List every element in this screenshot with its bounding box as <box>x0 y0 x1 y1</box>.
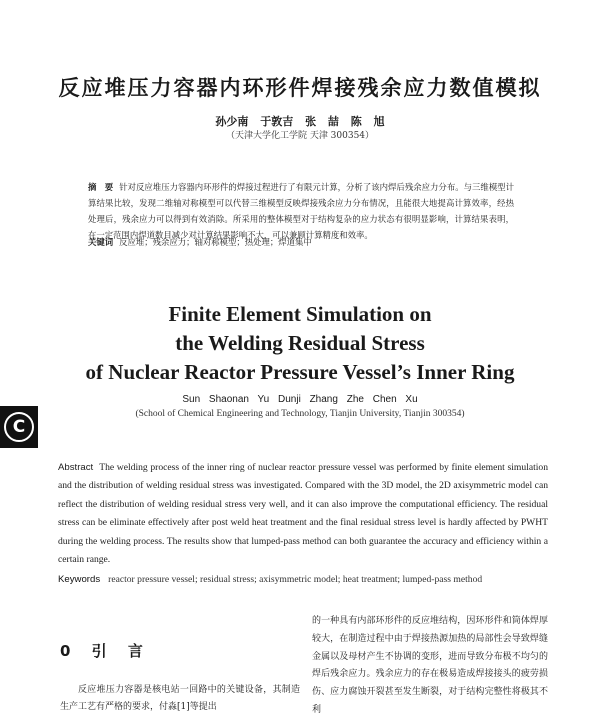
english-keywords-text: reactor pressure vessel; residual stress; axisymmetric model; heat treatment; lumped-pass method <box>108 574 483 585</box>
chinese-keywords-label: 关键词 <box>88 237 114 247</box>
chinese-abstract <box>88 180 514 244</box>
english-affiliation: (School of Chemical Engineering and Technology, Tianjin University, Tianjin 300354) <box>135 409 465 419</box>
chinese-keywords <box>88 236 514 248</box>
english-title <box>0 300 600 387</box>
chinese-authors: 孙少南 于敦吉 张 喆 陈 旭 <box>215 115 385 128</box>
english-keywords <box>58 571 548 589</box>
english-title-line: the Welding Residual Stress <box>175 331 425 355</box>
english-abstract-text: The welding process of the inner ring of nuclear reactor pressure vessel was performed by finite element simulation and the distribution of welding residual stress was investigated. Compared with the 3D model, the 2D axisymmetric model can reflect the distribution of welding residual stress very well, and it can also improve the computational efficiency. The residual stress can be eliminate effectively after post weld heat treatment and the final residual stress level is hardly affected by PWHT during the welding process. The results show that lumped-pass method can both guarantee the accuracy and efficiency within a certain range. <box>58 462 548 566</box>
chinese-abstract-text: 针对反应堆压力容器内环形件的焊接过程进行了有限元计算，分析了该内焊后残余应力分布。与三维模型计算结果比较，发现二维轴对称模型可以代替三维模型反映焊接残余应力分布情况，且能很大地提高计算效率，经热处理后，残余应力可以得到有效消除。所采用的整体模型对于结构复杂的应力状态有很明显影响，计算结果表明，在一定范围内焊道数目减少对计算结果影响不大，可以兼顾计算精度和效率。 <box>88 182 514 240</box>
english-title-line: of Nuclear Reactor Pressure Vessel’s Inner Ring <box>85 360 515 384</box>
chinese-keywords-text: 反应堆；残余应力；轴对称模型；热处理；焊道集中 <box>119 237 312 247</box>
chinese-affiliation: （天津大学化工学院 天津 300354） <box>225 131 375 141</box>
english-abstract <box>58 459 548 569</box>
english-title-line: Finite Element Simulation on <box>168 302 432 326</box>
english-abstract-label: Abstract <box>58 462 94 473</box>
english-authors: Sun Shaonan Yu Dunji Zhang Zhe Chen Xu <box>182 394 418 405</box>
copyright-badge <box>0 406 38 448</box>
section-heading: 0 引 言 <box>60 642 143 660</box>
chinese-title: 反应堆压力容器内环形件焊接残余应力数值模拟 <box>58 76 542 100</box>
body-text-left-column: 反应堆压力容器是核电站一回路中的关键设备，其制造生产工艺有严格的要求，付淼[1]等提出 <box>60 685 300 712</box>
english-keywords-label: Keywords <box>58 574 101 585</box>
chinese-abstract-label: 摘 要 <box>88 182 114 192</box>
body-text-right-column: 的一种具有内部环形件的反应堆结构，因环形件和筒体焊厚较大，在制造过程中由于焊接热源加热的局部性会导致焊缝金属以及母材产生不协调的变形，进而导致分布极不均匀的焊后残余应力。残余应力的存在极易造成焊接接头的疲劳损伤、应力腐蚀开裂甚至发生断裂，对于结构完整性将极其不利 <box>312 616 548 715</box>
copyright-icon: C <box>4 412 34 442</box>
